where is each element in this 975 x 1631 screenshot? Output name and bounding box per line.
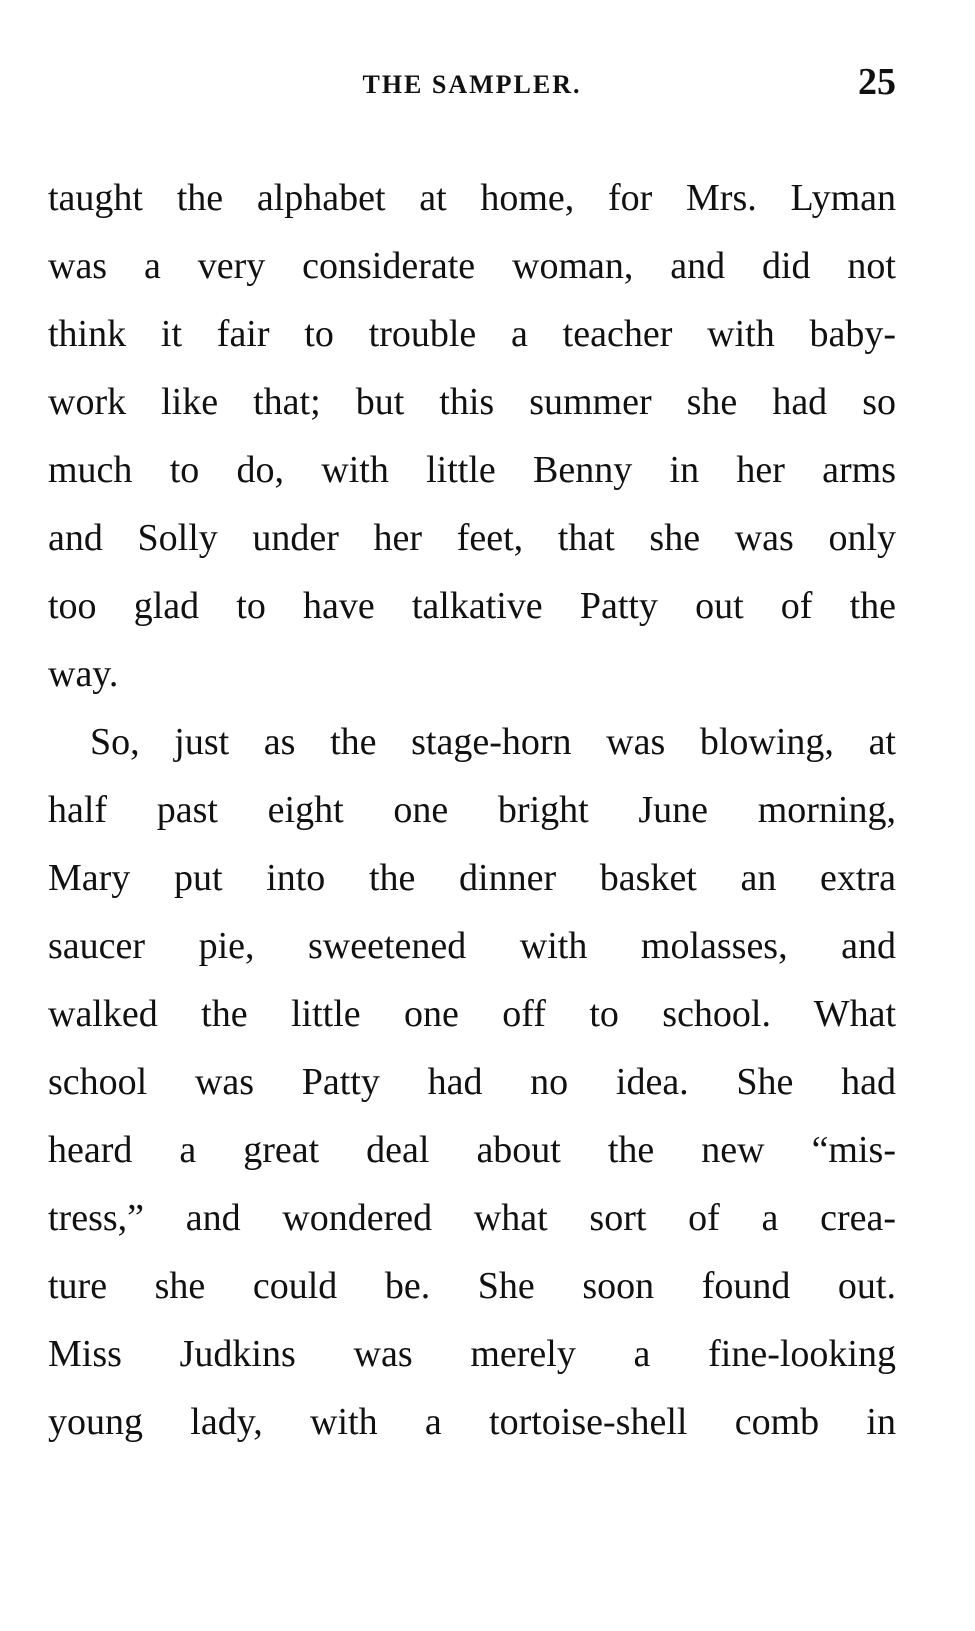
text-line: think it fair to trouble a teacher with baby-	[48, 313, 896, 355]
body-text	[48, 164, 896, 1456]
text-line: and Solly under her feet, that she was only	[48, 517, 896, 559]
paragraph-start-line: So, just as the stage-horn was blowing, at	[90, 721, 896, 763]
text-line: much to do, with little Benny in her arms	[48, 449, 896, 491]
page-header	[48, 60, 896, 110]
text-line: too glad to have talkative Patty out of the	[48, 585, 896, 627]
text-line: saucer pie, sweetened with molasses, and	[48, 925, 896, 967]
text-line: half past eight one bright June morning,	[48, 789, 896, 831]
text-line: walked the little one off to school. What	[48, 993, 896, 1035]
text-line: Mary put into the dinner basket an extra	[48, 857, 896, 899]
text-line: school was Patty had no idea. She had	[48, 1061, 896, 1103]
text-line: Miss Judkins was merely a fine-looking	[48, 1333, 896, 1375]
text-line: was a very considerate woman, and did not	[48, 245, 896, 287]
text-line: taught the alphabet at home, for Mrs. Lyman	[48, 177, 896, 219]
text-line: young lady, with a tortoise-shell comb in	[48, 1401, 896, 1443]
running-head: THE SAMPLER.	[362, 70, 582, 99]
text-line: heard a great deal about the new “mis-	[48, 1129, 896, 1171]
page-number: 25	[858, 61, 896, 103]
paragraph-end-line: way.	[48, 653, 119, 695]
text-line: tress,” and wondered what sort of a crea-	[48, 1197, 896, 1239]
text-line: work like that; but this summer she had so	[48, 381, 896, 423]
text-line: ture she could be. She soon found out.	[48, 1265, 896, 1307]
